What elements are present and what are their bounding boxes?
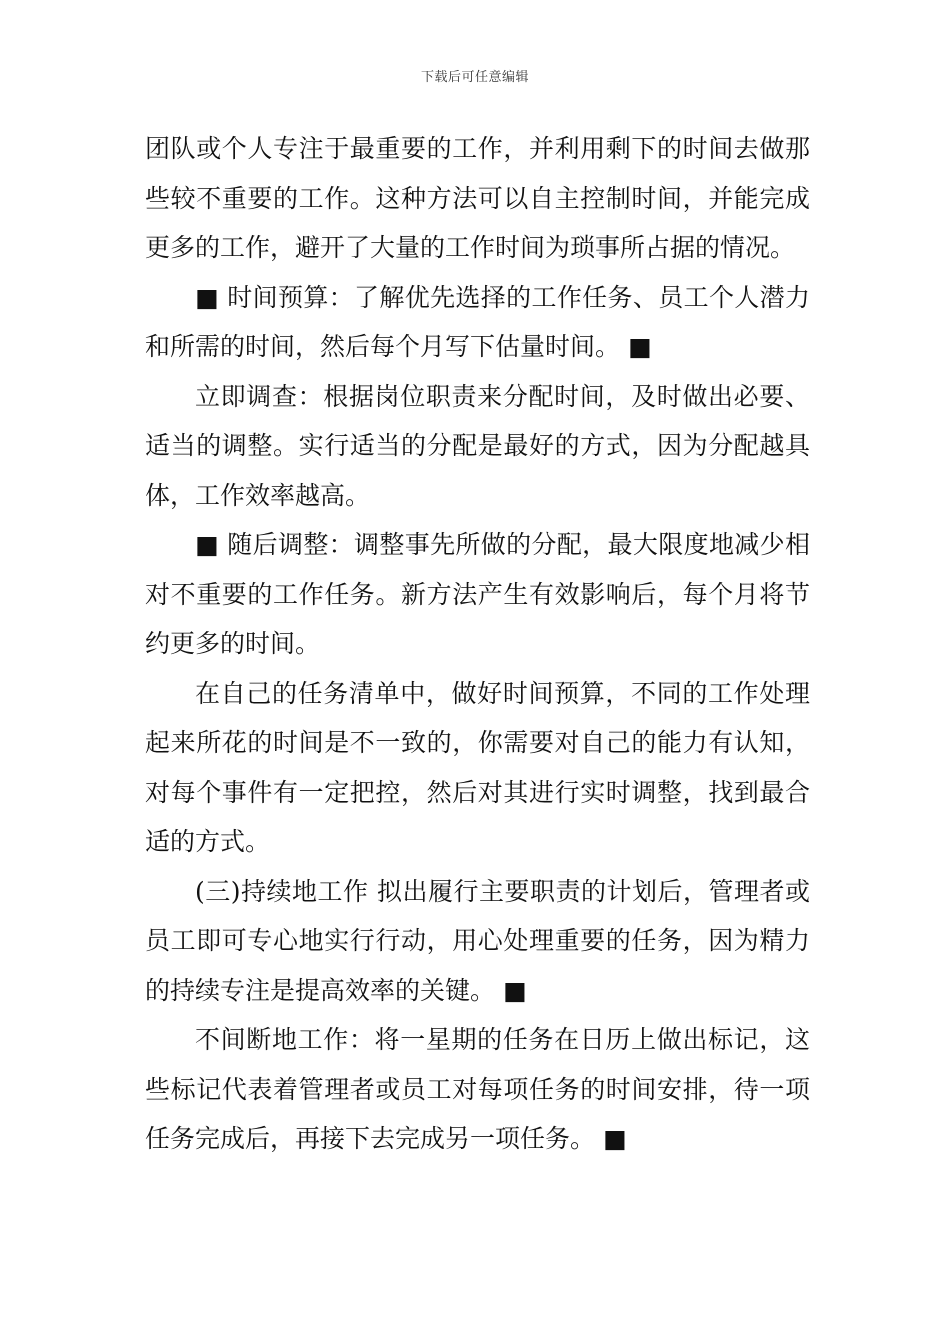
paragraph-task-list: 在自己的任务清单中，做好时间预算，不同的工作处理起来所花的时间是不一致的，你需要对自己的能力有认知，对每个事件有一定把控，然后对其进行实时调整，找到最合适的方式。 <box>145 678 810 856</box>
paragraph-time-budget: ■ 时间预算：了解优先选择的工作任务、员工个人潜力和所需的时间，然后每个月写下估量时间。 ■ <box>145 282 810 361</box>
paragraph-subsequent-adjustment: ■ 随后调整：调整事先所做的分配，最大限度地减少相对不重要的工作任务。新方法产生有效影响后，每个月将节约更多的时间。 <box>145 530 810 658</box>
page-header: 下载后可任意编辑 <box>420 70 529 85</box>
paragraph-continuous-work: (三)持续地工作 拟出履行主要职责的计划后，管理者或员工即可专心地实行行动，用心处理重要的任务，因为精力的持续专注是提高效率的关键。 ■ <box>145 876 810 1005</box>
paragraph-uninterrupted-work: 不间断地工作：将一星期的任务在日历上做出标记，这些标记代表着管理者或员工对每项任务的时间安排，待一项任务完成后，再接下去完成另一项任务。 ■ <box>145 1025 810 1153</box>
paragraph-immediate-survey: 立即调查：根据岗位职责来分配时间，及时做出必要、适当的调整。实行适当的分配是最好的方式，因为分配越具体，工作效率越高。 <box>145 381 810 510</box>
document-body <box>145 124 810 1164</box>
paragraph-continuation: 团队或个人专注于最重要的工作，并利用剩下的时间去做那些较不重要的工作。这种方法可以自主控制时间，并能完成更多的工作，避开了大量的工作时间为琐事所占据的情况。 <box>145 134 810 262</box>
